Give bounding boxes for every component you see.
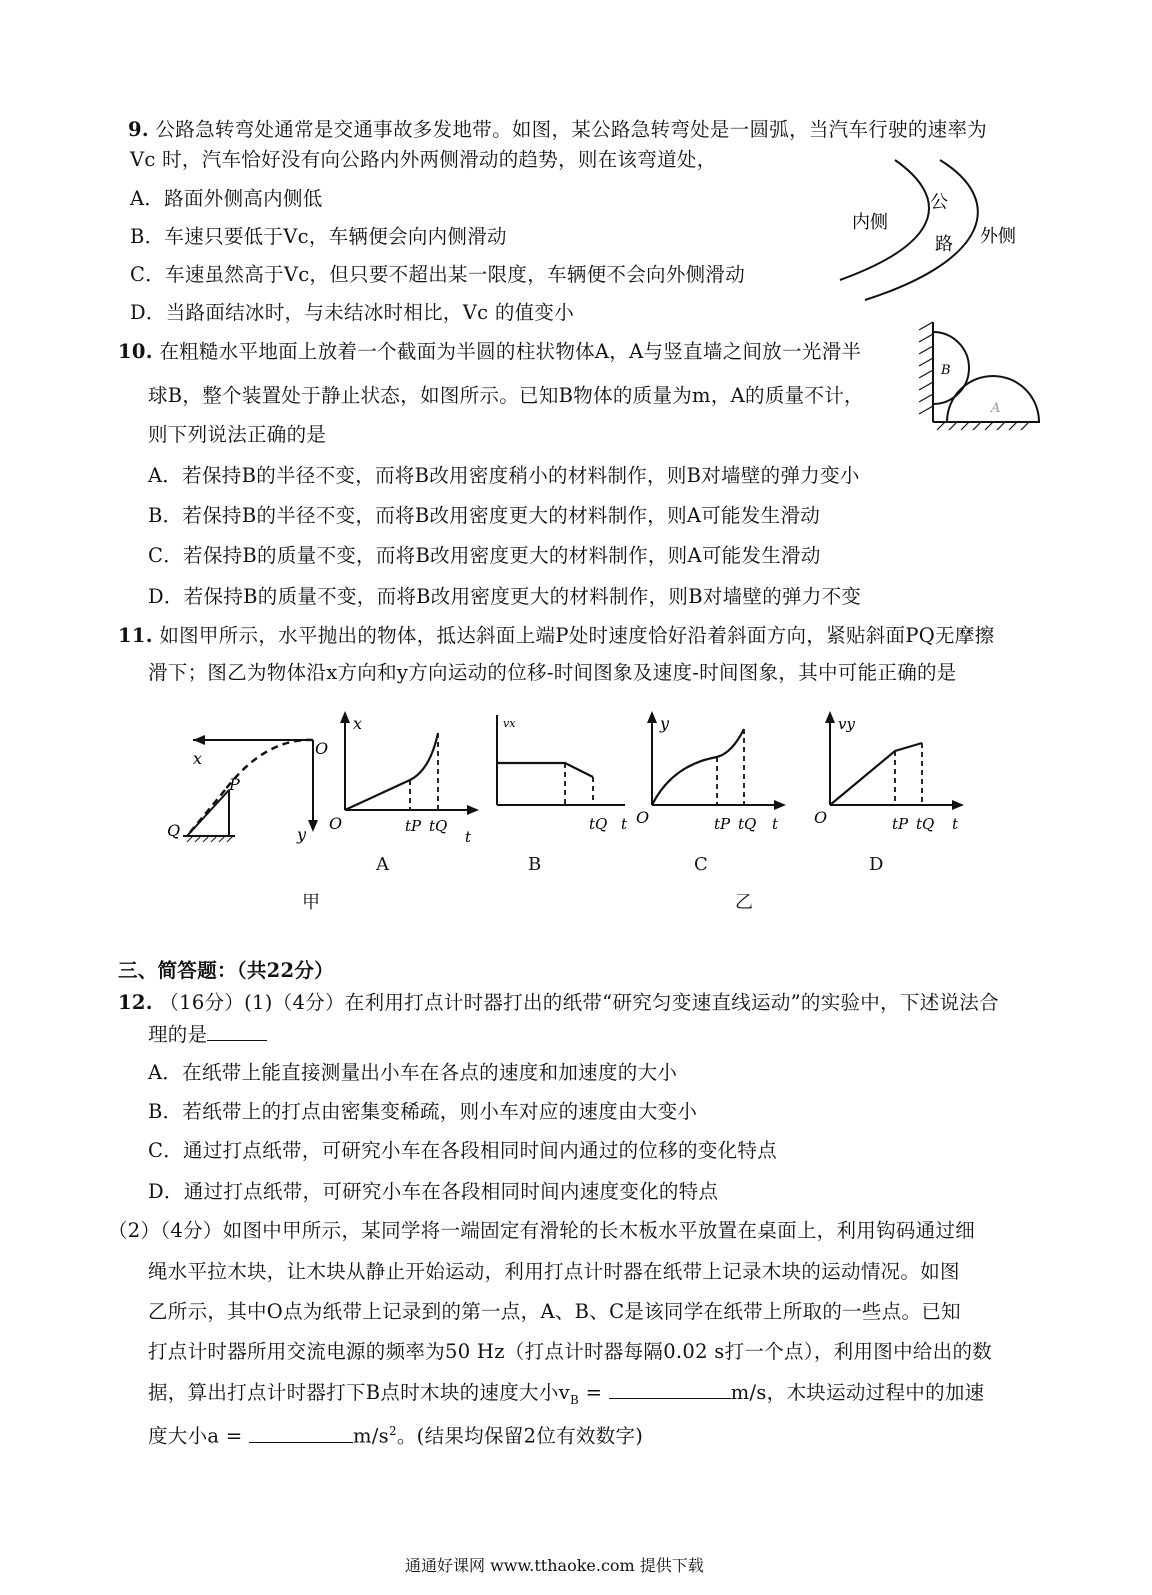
graph-c-curve [652,729,744,805]
q10-stem-text: 在粗糙水平地面上放着一个截面为半圆的柱状物体A，A与竖直墙之间放一光滑半 [159,340,862,363]
graph-b-curve [497,763,593,777]
q12-option-b: B．若纸带上的打点由密集变稀疏，则小车对应的速度由大变小 [148,1100,698,1123]
caption-jia: 甲 [302,892,320,913]
graph-a-t-arrow [467,805,479,815]
q9-road-figure [830,160,1050,305]
graph-c-ylabel: y [660,714,670,733]
wall-hatching [919,322,933,414]
graph-c-option: C [694,854,708,875]
q12-acceleration-answer-blank[interactable] [249,1424,353,1443]
q10-stem-line1 [118,339,861,365]
ground-hatching [937,422,1029,430]
q11-figure-jia [165,718,329,848]
q9-option-d: D．当路面结冰时，与未结冰时相比，Vc 的值变小 [130,301,575,324]
q12-part2-line2: 绳水平拉木块，让木块从静止开始运动，利用打点计时器在纸带上记录木块的运动情况。如图 [148,1260,960,1283]
q12-part2-line5 [148,1380,985,1413]
jia-x-label: x [193,749,203,768]
graph-b-tq: tQ [589,815,608,833]
q12-part2-line1: （2）（4分）如图中甲所示，某同学将一端固定有滑轮的长木板水平放置在桌面上，利用钩码通过细 [108,1219,976,1242]
graph-b-option: B [528,854,542,875]
jia-o-label: O [315,739,329,758]
graph-a-x-arrow [340,711,350,723]
q9-number: 9. [128,118,149,141]
q12-number: 12. [118,991,153,1014]
q12-part2-line4: 打点计时器所用交流电源的频率为50 Hz（打点计时器每隔0.02 s打一个点），利用图中给出的数 [148,1340,993,1363]
graph-b-ylabel: vx [503,717,516,730]
q10-option-d: D．若保持B的质量不变，而将B改用密度更大的材料制作，则B对墙壁的弹力不变 [148,585,862,608]
graph-d-tq: tQ [916,815,935,833]
q12-option-a: A．在纸带上能直接测量出小车在各点的速度和加速度的大小 [148,1061,678,1084]
graph-a-ylabel: x [353,714,363,733]
q12-part2-line6-note: 。(结果均保留2位有效数字) [396,1424,644,1448]
graph-c-tq: tQ [738,815,757,833]
q12-part1-line2 [148,1022,267,1048]
graph-c-t-arrow [774,800,786,810]
graph-a-tq: tQ [429,817,448,835]
graph-d-curve [830,743,922,805]
q10-stem-line3: 则下列说法正确的是 [148,423,327,446]
graph-d-ylabel: vy [838,715,855,733]
graph-d [810,705,970,840]
graph-a-t: t [465,828,472,846]
graph-a-origin: O [329,814,343,833]
graph-d-t-arrow [952,800,964,810]
q12-part2-line3: 乙所示，其中O点为纸带上记录到的第一点，A、B、C是该同学在纸带上所取的一些点。已知 [148,1300,961,1323]
q12-vb-subscript: B [569,1392,580,1407]
label-b: B [941,363,951,378]
label-a: A [991,401,1001,416]
road-label-1: 公 [930,192,948,213]
graph-b [485,705,645,840]
graph-d-origin: O [814,808,828,827]
q9-stem-line2: Vc 时，汽车恰好没有向公路内外两侧滑动的趋势，则在该弯道处， [130,148,717,171]
incline-hypotenuse [187,790,229,836]
graph-a [325,705,485,850]
caption-yi: 乙 [735,892,753,913]
q12-part1-line2-text: 理的是 [148,1023,208,1046]
section-3-title: 三、简答题：（共22分） [118,959,334,982]
q12-part1-line1 [118,990,999,1016]
q10-number: 10. [118,340,153,363]
q12-option-c: C．通过打点纸带，可研究小车在各段相同时间内通过的位移的变化特点 [148,1139,778,1162]
jia-y-label: y [297,825,307,844]
q11-number: 11. [118,624,153,647]
graph-a-curve [345,733,438,810]
q9-stem-text: 公路急转弯处通常是交通事故多发地带。如图，某公路急转弯处是一圆弧，当汽车行驶的速率为 [155,118,988,141]
q9-stem-line1 [128,117,987,143]
q11-stem-line2: 滑下；图乙为物体沿x方向和y方向运动的位移-时间图象及速度-时间图象，其中可能正确的是 [148,661,957,684]
inner-side-label: 内侧 [852,212,888,233]
jia-q-label: Q [167,821,181,840]
graph-c-tp: tP [714,815,731,833]
graph-a-tp: tP [405,817,422,835]
q12-option-d: D．通过打点纸带，可研究小车在各段相同时间内速度变化的特点 [148,1180,719,1203]
q9-option-a: A．路面外侧高内侧低 [130,187,323,210]
graph-d-tp: tP [892,815,909,833]
q12-part2-line6 [148,1418,643,1450]
q12-part1-text: （16分）(1)（4分）在利用打点计时器打出的纸带“研究匀变速直线运动”的实验中，下述说法合 [159,991,999,1014]
q11-stem-line1 [118,623,994,649]
graph-a-option: A [376,854,389,875]
q9-option-c: C．车速虽然高于Vc，但只要不超出某一限度，车辆便不会向外侧滑动 [130,263,746,286]
graph-d-option: D [869,854,884,875]
q10-option-a: A．若保持B的半径不变，而将B改用密度稍小的材料制作，则B对墙壁的弹力变小 [148,464,860,487]
q10-option-c: C．若保持B的质量不变，而将B改用密度更大的材料制作，则A可能发生滑动 [148,544,821,567]
q12-part2-line5-eq: = [579,1381,609,1404]
outer-side-label: 外侧 [980,226,1016,247]
jia-p-label: P [229,775,240,794]
q10-wall-sphere-figure [915,322,1045,434]
q10-stem-line2: 球B，整个装置处于静止状态，如图所示。已知B物体的质量为m，A的质量不计， [148,384,864,407]
graph-d-vy-arrow [825,711,835,723]
q12-unit-superscript: 2 [388,1424,397,1438]
q10-option-b: B．若保持B的半径不变，而将B改用密度更大的材料制作，则A可能发生滑动 [148,504,821,527]
q11-stem-text: 如图甲所示，水平抛出的物体，抵达斜面上端P处时速度恰好沿着斜面方向，紧贴斜面PQ无摩擦 [159,624,995,647]
road-label-2: 路 [935,234,953,255]
graph-d-t: t [952,815,959,833]
q12-part1-answer-blank[interactable] [207,1022,267,1041]
q9-option-b: B．车速只要低于Vc，车辆便会向内侧滑动 [130,225,507,248]
graph-c [632,705,792,840]
page-footer: 通通好课网 www.tthaoke.com 提供下载 [405,1556,704,1575]
graph-c-origin: O [636,808,650,827]
graph-b-t: t [621,815,628,833]
graph-c-t: t [772,815,779,833]
q12-part2-line6-text-a: 度大小a = [148,1424,249,1448]
y-axis-arrow [308,820,318,832]
q12-part2-line5-text-c: m/s，木块运动过程中的加速 [730,1381,985,1404]
q12-part2-line5-text-a: 据，算出打点计时器打下B点时木块的速度大小v [148,1381,570,1404]
q12-velocity-answer-blank[interactable] [609,1380,731,1399]
graph-c-y-arrow [647,711,657,723]
x-axis-arrow [193,735,205,745]
hemisphere-b [933,332,969,404]
q12-part2-line6-unit: m/s [352,1424,389,1448]
